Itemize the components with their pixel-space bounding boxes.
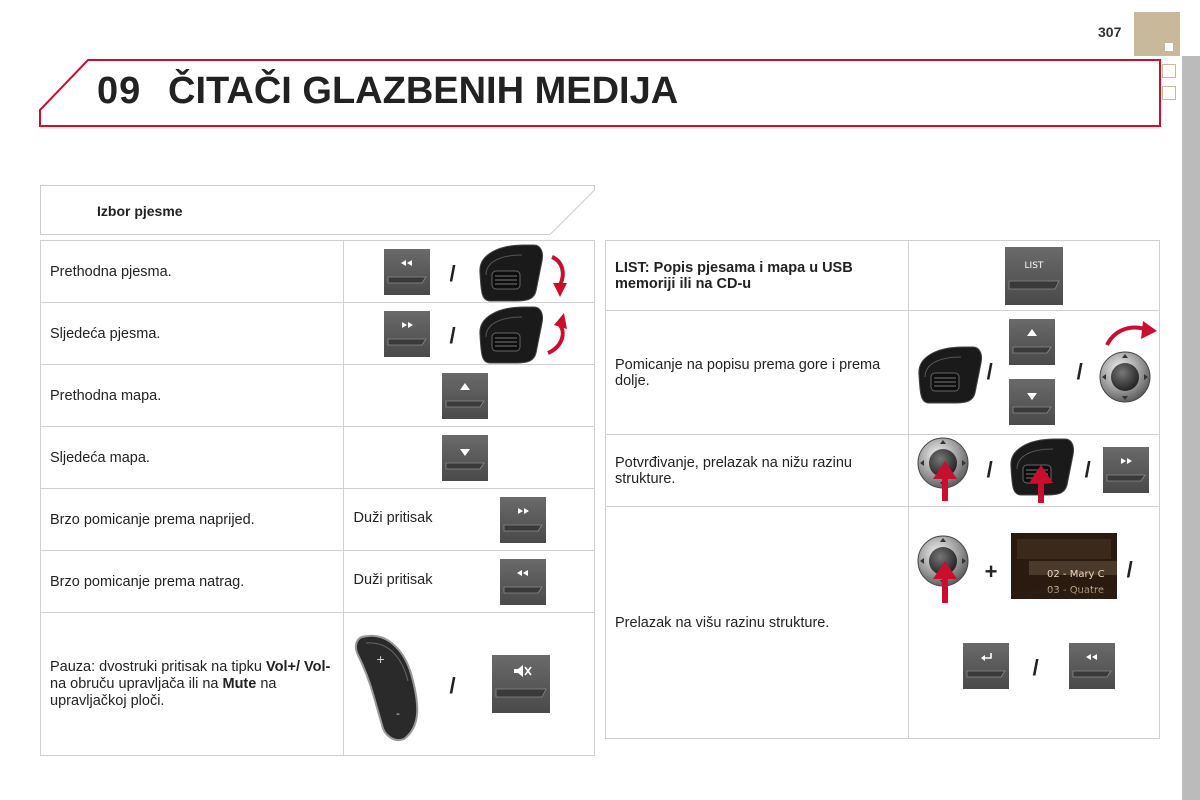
display-screen-icon: [1011, 533, 1117, 599]
icon-cell: [343, 241, 594, 303]
down-arrow-button-icon: [1009, 379, 1057, 427]
long-press-note: Duži pritisak: [353, 510, 433, 526]
left-table: [40, 240, 595, 756]
table-row: [41, 427, 595, 489]
right-table: [605, 240, 1160, 739]
row-label: Brzo pomicanje prema naprijed.: [41, 489, 344, 551]
row-label: LIST: Popis pjesama i mapa u USB memoriji ili na CD-u: [606, 241, 909, 311]
row-label: Prethodna pjesma.: [41, 241, 344, 303]
volume-control-icon: [354, 627, 434, 745]
pause-text-mute: Mute: [222, 675, 257, 692]
steering-stalk-press-icon: [1007, 437, 1079, 505]
mute-button-icon: [492, 655, 552, 715]
page-title: ČITAČI GLAZBENIH MEDIJA: [168, 70, 679, 112]
icon-cell: [908, 241, 1159, 311]
table-row: [41, 613, 595, 756]
up-arrow-button-icon: [442, 373, 490, 421]
vol-minus-label: -: [395, 707, 400, 720]
icon-cell: [908, 311, 1159, 435]
row-label: Pomicanje na popisu prema gore i prema dolje.: [606, 311, 909, 435]
rotary-knob-turn-icon: [1097, 319, 1161, 405]
slash-separator: /: [1084, 457, 1091, 482]
steering-stalk-up-icon: [476, 305, 571, 365]
down-arrow-button-icon: [442, 435, 490, 483]
rewind-button-icon: [500, 559, 548, 607]
icon-cell: [343, 427, 594, 489]
long-press-note: Duži pritisak: [353, 572, 433, 588]
icon-cell: [343, 365, 594, 427]
table-row: [606, 435, 1160, 507]
icon-cell: [908, 435, 1159, 507]
section-label: Izbor pjesme: [97, 203, 183, 219]
pause-description: [41, 613, 344, 756]
table-row: [41, 303, 595, 365]
chapter-number: 09: [97, 70, 142, 112]
table-row: [41, 365, 595, 427]
screen-line-2: 03 - Quatre: [1046, 585, 1104, 596]
screen-line-1: 02 - Mary C: [1046, 569, 1105, 580]
back-button-icon: [963, 643, 1011, 691]
table-row: [41, 241, 595, 303]
row-label: Potvrđivanje, prelazak na nižu razinu strukture.: [606, 435, 909, 507]
rotary-knob-press-icon: [917, 437, 973, 503]
icon-cell: [343, 551, 594, 613]
fast-forward-button-icon: [1103, 447, 1151, 495]
icon-cell: [343, 613, 594, 756]
slash-separator: /: [449, 673, 456, 698]
list-button-label: LIST: [1024, 261, 1044, 271]
slash-separator: /: [1076, 359, 1083, 384]
pause-text-part: na upravljačkoj ploči.: [50, 675, 277, 709]
table-row: [606, 241, 1160, 311]
up-arrow-button-icon: [1009, 319, 1057, 367]
rotary-knob-press-icon: [917, 535, 973, 605]
pause-text-part: na obruču upravljača ili na: [50, 675, 223, 692]
table-row: [606, 311, 1160, 435]
page-number: 307: [1098, 24, 1122, 40]
rewind-button-icon: [1069, 643, 1117, 691]
slash-separator: /: [986, 457, 993, 482]
slash-separator: /: [986, 359, 993, 384]
fast-forward-button-icon: [384, 311, 432, 359]
table-row: [41, 489, 595, 551]
row-label: Sljedeća pjesma.: [41, 303, 344, 365]
slash-separator: /: [449, 323, 456, 348]
side-strip: [1182, 56, 1200, 800]
pause-text-part: Pauza: dvostruki pritisak na tipku: [50, 658, 266, 675]
icon-cell: [343, 489, 594, 551]
icon-cell: [343, 303, 594, 365]
plus-separator: +: [984, 559, 998, 584]
list-button-icon: [1005, 247, 1065, 307]
row-label: Brzo pomicanje prema natrag.: [41, 551, 344, 613]
slash-separator: /: [1032, 655, 1039, 680]
row-label: Prelazak na višu razinu strukture.: [606, 507, 909, 739]
icon-cell: [908, 507, 1159, 739]
table-row: [41, 551, 595, 613]
pause-text-vol: Vol+/ Vol-: [266, 658, 331, 675]
rewind-button-icon: [384, 249, 432, 297]
table-row: [606, 507, 1160, 739]
steering-stalk-icon: [915, 345, 985, 405]
slash-separator: /: [1126, 557, 1133, 582]
vol-plus-label: +: [375, 653, 385, 666]
fast-forward-button-icon: [500, 497, 548, 545]
steering-stalk-down-icon: [476, 243, 571, 303]
row-label: Sljedeća mapa.: [41, 427, 344, 489]
row-label: Prethodna mapa.: [41, 365, 344, 427]
slash-separator: /: [449, 261, 456, 286]
